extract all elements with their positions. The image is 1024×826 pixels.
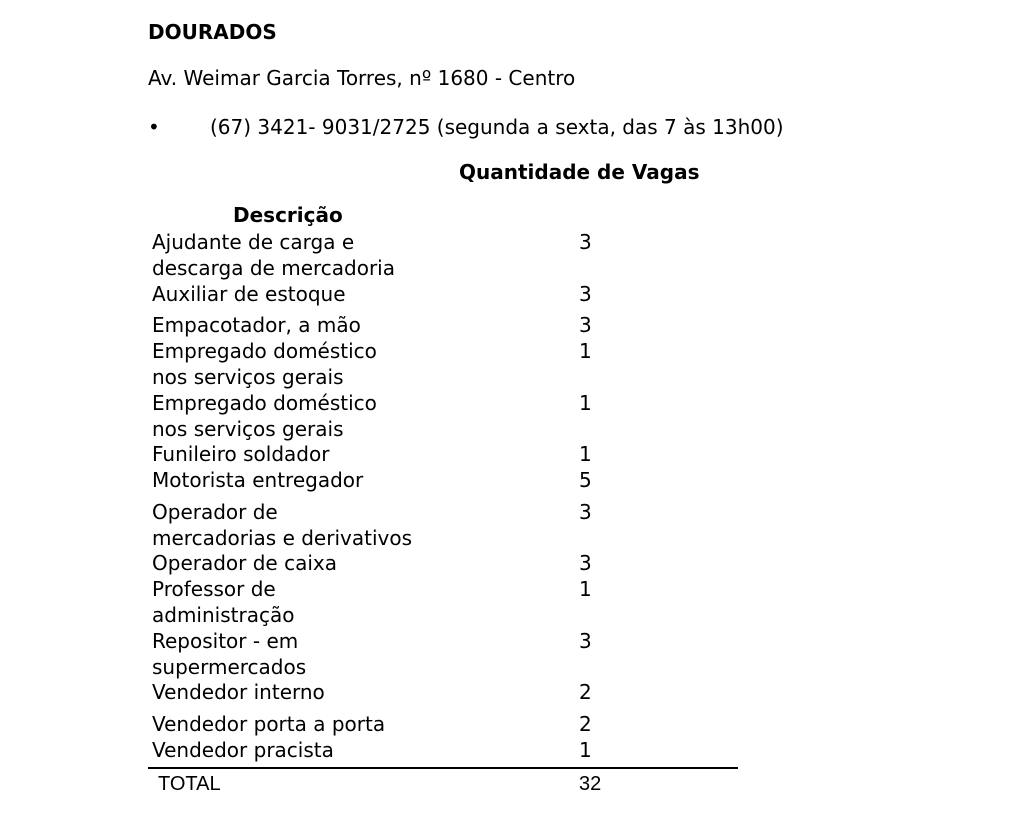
table-row-description — [152, 711, 385, 737]
table-row-quantity: 3 — [579, 500, 592, 524]
description-line-2: administração — [152, 603, 295, 627]
table-row-quantity: 1 — [579, 577, 592, 601]
table-row-description — [152, 737, 334, 763]
table-row-quantity: 3 — [579, 629, 592, 653]
description-line-1: Empacotador, a mão — [152, 313, 361, 337]
description-line-1: Empregado doméstico — [152, 391, 377, 415]
description-line-1: Funileiro soldador — [152, 442, 330, 466]
table-row-quantity: 1 — [579, 442, 592, 466]
description-line-1: Operador de caixa — [152, 551, 337, 575]
table-row-quantity: 1 — [579, 339, 592, 363]
address-line: Av. Weimar Garcia Torres, nº 1680 - Centro — [148, 66, 576, 90]
description-line-1: Vendedor porta a porta — [152, 712, 386, 736]
table-row-description — [152, 281, 346, 307]
description-line-2: nos serviços gerais — [152, 417, 344, 441]
city-heading: DOURADOS — [148, 20, 277, 44]
table-row-quantity: 3 — [579, 230, 592, 254]
table-row-quantity: 3 — [579, 313, 592, 337]
table-row-description — [152, 338, 377, 390]
description-line-1: Empregado doméstico — [152, 339, 377, 363]
total-value: 32 — [579, 773, 602, 795]
table-row-quantity: 5 — [579, 468, 592, 492]
table-row-description — [152, 679, 325, 705]
quantity-column-header: Quantidade de Vagas — [459, 160, 700, 184]
description-line-2: descarga de mercadoria — [152, 256, 395, 280]
description-line-1: Operador de — [152, 500, 278, 524]
description-line-1: Vendedor interno — [152, 680, 325, 704]
table-row-description — [152, 576, 294, 628]
description-line-1: Professor de — [152, 577, 276, 601]
phone-line: (67) 3421- 9031/2725 (segunda a sexta, das 7 às 13h00) — [210, 115, 784, 139]
table-row-quantity: 3 — [579, 282, 592, 306]
description-line-1: Auxiliar de estoque — [152, 282, 346, 306]
description-line-1: Repositor - em — [152, 629, 299, 653]
description-line-1: Motorista entregador — [152, 468, 364, 492]
table-row-description — [152, 390, 377, 442]
description-line-2: mercadorias e derivativos — [152, 526, 412, 550]
table-row-description — [152, 550, 337, 576]
table-row-description — [152, 467, 363, 493]
table-row-description — [152, 628, 306, 680]
table-row-quantity: 2 — [579, 712, 592, 736]
description-line-2: nos serviços gerais — [152, 365, 344, 389]
table-row-description — [152, 312, 361, 338]
table-row-quantity: 1 — [579, 391, 592, 415]
description-line-1: Ajudante de carga e — [152, 230, 355, 254]
table-row-description — [152, 499, 412, 551]
table-row-description — [152, 229, 395, 281]
description-column-header: Descrição — [233, 203, 343, 227]
table-row-quantity: 3 — [579, 551, 592, 575]
total-label: TOTAL — [158, 773, 221, 795]
table-row-quantity: 2 — [579, 680, 592, 704]
total-divider — [148, 767, 738, 769]
description-line-2: supermercados — [152, 655, 307, 679]
bullet-marker: • — [148, 115, 160, 139]
table-row-description — [152, 441, 329, 467]
table-row-quantity: 1 — [579, 738, 592, 762]
description-line-1: Vendedor pracista — [152, 738, 334, 762]
